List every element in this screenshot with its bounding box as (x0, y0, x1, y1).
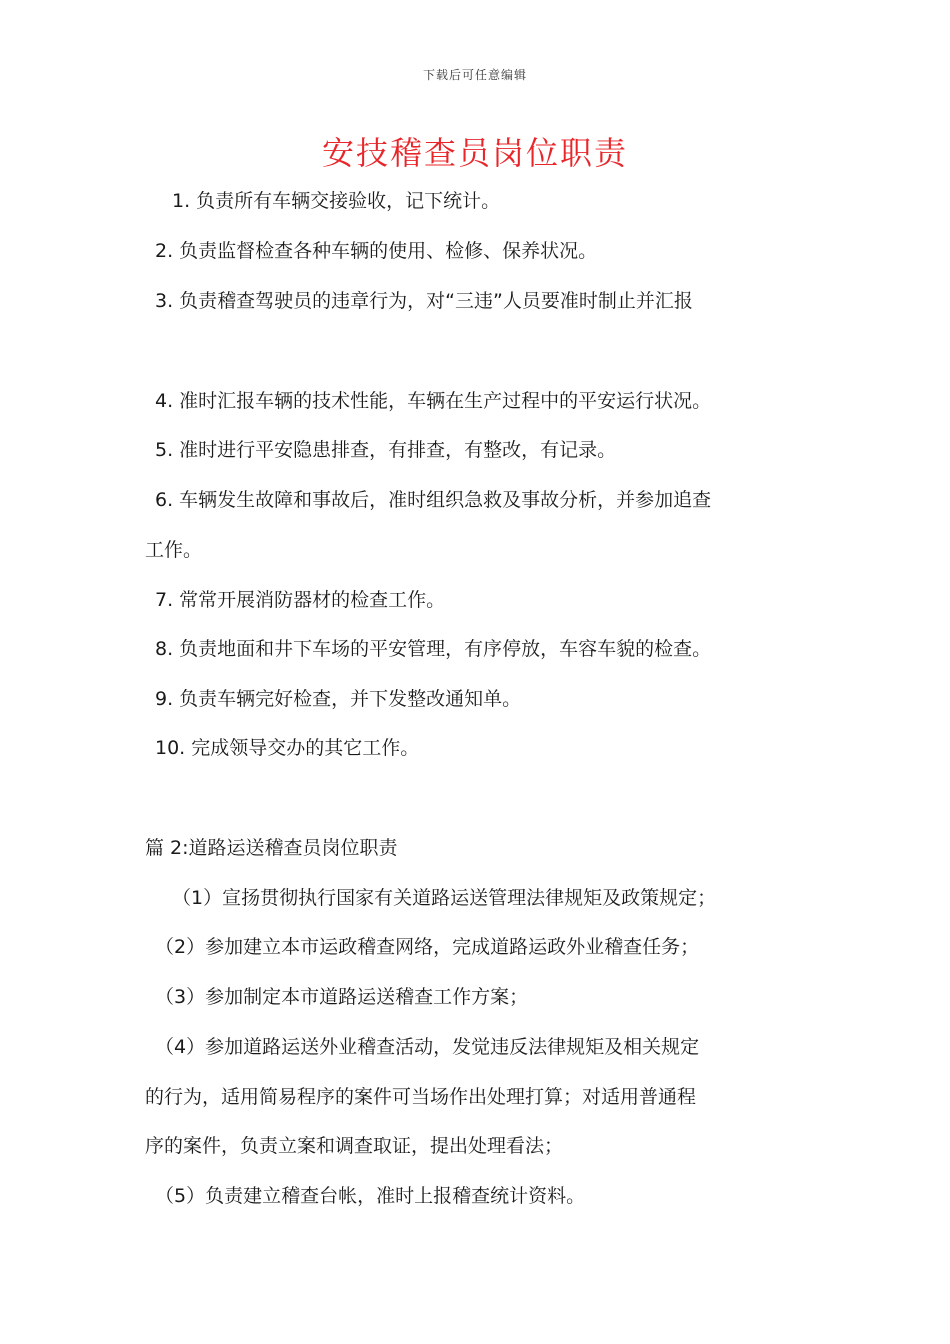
list-item: 1. 负责所有车辆交接验收，记下统计。 (172, 190, 501, 212)
list-item: 5. 准时进行平安隐患排查，有排查，有整改，有记录。 (155, 439, 617, 461)
list-item: 4. 准时汇报车辆的技术性能，车辆在生产过程中的平安运行状况。 (155, 390, 712, 412)
list-item: （1）宣扬贯彻执行国家有关道路运送管理法律规矩及政策规定； (172, 887, 717, 909)
list-item: 7. 常常开展消防器材的检查工作。 (155, 589, 446, 611)
list-item: 序的案件，负责立案和调查取证，提出处理看法； (145, 1135, 564, 1157)
list-item: 6. 车辆发生故障和事故后，准时组织急救及事故分析，并参加追查 (155, 489, 712, 511)
list-item: 9. 负责车辆完好检查，并下发整改通知单。 (155, 688, 522, 710)
section-2-heading: 篇 2:道路运送稽查员岗位职责 (145, 837, 398, 859)
list-item: 工作。 (145, 539, 203, 561)
list-item: 3. 负责稽查驾驶员的违章行为，对“三违”人员要准时制止并汇报 (155, 290, 693, 312)
document-title: 安技稽查员岗位职责 (321, 134, 628, 172)
list-item: （3）参加制定本市道路运送稽查工作方案； (155, 986, 529, 1008)
list-item: 10. 完成领导交办的其它工作。 (155, 737, 420, 759)
header-note: 下载后可任意编辑 (422, 68, 527, 82)
list-item: （4）参加道路运送外业稽查活动，发觉违反法律规矩及相关规定 (155, 1036, 700, 1058)
list-item: 2. 负责监督检查各种车辆的使用、检修、保养状况。 (155, 240, 598, 262)
list-item: 的行为，适用简易程序的案件可当场作出处理打算；对适用普通程 (145, 1086, 697, 1108)
list-item: （5）负责建立稽查台帐，准时上报稽查统计资料。 (155, 1185, 586, 1207)
list-item: （2）参加建立本市运政稽查网络，完成道路运政外业稽查任务； (155, 936, 700, 958)
list-item: 8. 负责地面和井下车场的平安管理，有序停放，车容车貌的检查。 (155, 638, 712, 660)
